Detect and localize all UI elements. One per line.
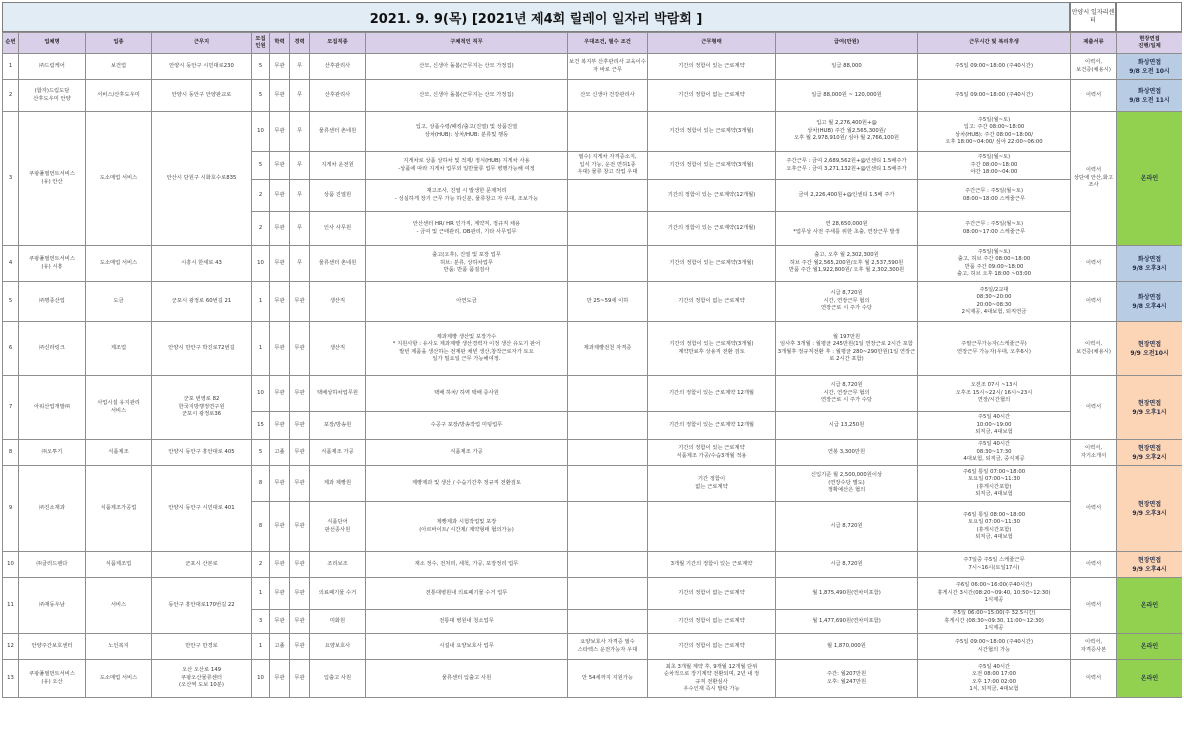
education: 무관: [270, 610, 290, 634]
salary: 일급 88,000: [776, 54, 918, 80]
table-row: [3, 660, 1183, 698]
education: 무관: [270, 502, 290, 552]
hire-count: 10: [252, 112, 270, 152]
preferred-conditions: [568, 112, 648, 152]
job-title: 포장/방송원: [310, 412, 366, 440]
job-detail: 아연도금: [366, 282, 568, 322]
table-row: [3, 634, 1183, 660]
row-number: 7: [3, 376, 19, 440]
required-documents: 이력서: [1071, 660, 1117, 698]
column-header: 경력: [290, 33, 310, 54]
preferred-conditions: [568, 246, 648, 282]
work-hours-benefits: 주간근무 : 주5일(월~토) 08:00~17:00 스케줄근무: [918, 212, 1071, 246]
work-hours-benefits: 주5일/2교대 08:30~20:00 20:00~08:30 2식제공, 4대보험, 퇴직연금: [918, 282, 1071, 322]
interview-status: 현장면접 9/9 오전10시: [1117, 322, 1183, 376]
job-title: 생산직: [310, 322, 366, 376]
job-title: 생산직: [310, 282, 366, 322]
industry: 도소매업 서비스: [86, 246, 152, 282]
industry: 보건업: [86, 54, 152, 80]
industry: 식품제조업: [86, 552, 152, 578]
experience: 무관: [290, 634, 310, 660]
row-number: 9: [3, 466, 19, 552]
employment-type: 기간의 정함이 있는 근로계약(3개월): [648, 246, 776, 282]
work-hours-benefits: 주5일 09:00~18:00 (주40시간): [918, 54, 1071, 80]
work-hours-benefits: 주간근무 : 주5일(월~토) 08:00~18:00 스케줄근무: [918, 180, 1071, 212]
job-detail: 지게차로 상품 상하차 및 적재/ 정식(HUB) 지게차 사용 -상품에 따라 지게차 업무외 일반물류 업무 병행가능해 여정: [366, 152, 568, 180]
company-name: ㈜진소재과: [19, 466, 86, 552]
work-hours-benefits: 주6일 06:00~16:00(주40시간) 휴게시간 3시간(08:20~09:40, 10:50~12:30) 1식제공: [918, 578, 1071, 610]
center-label: 안양시 일자리센터: [1070, 2, 1116, 32]
job-detail: 수공구 포장/방송작업 미팅업무: [366, 412, 568, 440]
salary: 일급 88,000원 ~ 120,000원: [776, 80, 918, 112]
row-number: 5: [3, 282, 19, 322]
employment-type: 기간의 정함이 없는 근로계약: [648, 610, 776, 634]
employment-type: 기간의 정함이 있는 근로계약(12개월): [648, 180, 776, 212]
required-documents: 이력서, 보건증(채용시): [1071, 322, 1117, 376]
experience: 무관: [290, 660, 310, 698]
required-documents: 이력서, 자기소개서: [1071, 440, 1117, 466]
work-location: 안산시 단원구 시화호수로835: [152, 112, 252, 246]
hire-count: 15: [252, 412, 270, 440]
hire-count: 5: [252, 80, 270, 112]
employment-type: 기간 정함이 없는 근로계약: [648, 466, 776, 502]
job-detail: 재고조사, 진열 시 발생한 문제처리 - 성실하게 장기 근무 가능 하신분, 물류창고 자 우대, 조보가능: [366, 180, 568, 212]
table-row: [3, 80, 1183, 112]
row-number: 10: [3, 552, 19, 578]
education: 고졸: [270, 440, 290, 466]
preferred-conditions: [568, 412, 648, 440]
salary: 월 1,875,490원(연차미포함): [776, 578, 918, 610]
column-header: 우대조건, 필수 조건: [568, 33, 648, 54]
preferred-conditions: [568, 180, 648, 212]
industry: 노인복지: [86, 634, 152, 660]
work-hours-benefits: 주말근무가능자(스케줄근무) 연장근무 가능자(우대, 오후6시): [918, 322, 1071, 376]
job-title: 입출고 사원: [310, 660, 366, 698]
industry: 도금: [86, 282, 152, 322]
hire-count: 5: [252, 152, 270, 180]
hire-count: 8: [252, 466, 270, 502]
job-title: 인사 사무원: [310, 212, 366, 246]
education: 무관: [270, 80, 290, 112]
required-documents: 이력서: [1071, 552, 1117, 578]
required-documents: 이력서: [1071, 466, 1117, 552]
interview-status: 현장면접 9/9 오후2시: [1117, 440, 1183, 466]
salary: 연 28,650,000원 *업무상 사전 주세를 위한 초출, 연장근무 발생: [776, 212, 918, 246]
table-row: [3, 322, 1183, 376]
row-number: 2: [3, 80, 19, 112]
preferred-conditions: 필수) 지게차 자격증소지, 입식 가능, 운전 면허1종 우대) 물류 창고 작업 우대: [568, 152, 648, 180]
required-documents: 이력서: [1071, 578, 1117, 634]
work-hours-benefits: 주6일 통일 08:00~18:00 토요일 07:00~11:30 (휴게시간포함) 퇴직금, 4대보험: [918, 502, 1071, 552]
interview-status: 화상면접 9/8 오후3시: [1117, 246, 1183, 282]
column-header: 제출서류: [1071, 33, 1117, 54]
education: 무관: [270, 246, 290, 282]
preferred-conditions: [568, 578, 648, 610]
column-header: 학력: [270, 33, 290, 54]
employment-type: 최초 3개월 계약 후, 9개월 12개월 단위 순차적으로 장기계약 전환되며, 2년 내 정 규직 전환심사 우수인재 즉시 발탁 가능: [648, 660, 776, 698]
employment-type: 기간의 정함이 있는 근로계약 식품제조 가공/수습3개월 적용: [648, 440, 776, 466]
employment-type: 기간의 정함이 있는 근로계약(3개월) 계약만료후 상용직 전환 검토: [648, 322, 776, 376]
employment-type: 기간의 정함이 있는 근로계약 12개월: [648, 412, 776, 440]
interview-status: 화상면접 9/8 오후4시: [1117, 282, 1183, 322]
hire-count: 5: [252, 54, 270, 80]
row-number: 1: [3, 54, 19, 80]
work-hours-benefits: 주5일(월~토) 출고, 허브 주간 08:00~18:00 반품 주간 09:00~18:00 출고, 허브 오후 18:00 ~03:00: [918, 246, 1071, 282]
column-header: 모집인원: [252, 33, 270, 54]
required-documents: 이력서, 자격증사본: [1071, 634, 1117, 660]
interview-status: 현장면접 9/9 오후4시: [1117, 552, 1183, 578]
company-name: 쿠팡풀필먼트서비스 (유) 안산: [19, 112, 86, 246]
employment-type: 기간의 정함이 없는 근로계약: [648, 634, 776, 660]
salary: 시급 8,720원 시간, 연장근무 협의 연장근로 시 주가 수당: [776, 282, 918, 322]
education: 무관: [270, 152, 290, 180]
experience: 무: [290, 246, 310, 282]
preferred-conditions: [568, 502, 648, 552]
preferred-conditions: [568, 466, 648, 502]
education: 무관: [270, 282, 290, 322]
education: 무관: [270, 552, 290, 578]
hire-count: 3: [252, 610, 270, 634]
table-row: [3, 552, 1183, 578]
industry: 서비스: [86, 578, 152, 634]
work-location: 군포시 산본로: [152, 552, 252, 578]
work-location: 시흥시 한세로 43: [152, 246, 252, 282]
preferred-conditions: 만 54세까지 지원가능: [568, 660, 648, 698]
job-title: 물류센터 촌네원: [310, 246, 366, 282]
education: 무관: [270, 578, 290, 610]
job-detail: 제빵제과 시험작업및 포장 (아르바이트/ 시간제/ 계약형태 협의가능): [366, 502, 568, 552]
job-detail: 입고, 상품수령/패킹/출고(진열) 및 상품진열 상차(HUB): 상차/HUB: 분류및 행동: [366, 112, 568, 152]
job-detail: 전통대병원내 의료폐기물 수거 업무: [366, 578, 568, 610]
required-documents: 이력서: [1071, 282, 1117, 322]
work-location: 만안구 만경로: [152, 634, 252, 660]
industry: 도소매업 서비스: [86, 660, 152, 698]
column-header: 구체적인 직무: [366, 33, 568, 54]
job-title: 의료폐기물 수거: [310, 578, 366, 610]
column-header: 업체명: [19, 33, 86, 54]
row-number: 8: [3, 440, 19, 466]
spreadsheet: [2, 2, 1182, 742]
job-detail: 식품제조 가공: [366, 440, 568, 466]
job-title: 미화원: [310, 610, 366, 634]
experience: 무: [290, 80, 310, 112]
column-header: 현장면접 진행/일제: [1117, 33, 1183, 54]
work-location: 군포시 광정로 60번길 21: [152, 282, 252, 322]
preferred-conditions: 요양보호사 자격증 필수 스타렉스 운전가능자 우대: [568, 634, 648, 660]
preferred-conditions: [568, 440, 648, 466]
work-hours-benefits: 주5일(월~토) 주간 08:00~18:00 야간 18:00~04:00: [918, 152, 1071, 180]
hire-count: 8: [252, 502, 270, 552]
title-bar: [2, 2, 1182, 32]
industry: 식품제조: [86, 440, 152, 466]
job-detail: 제과제빵 생산및 포장가수 * 지원사항 : 유사도 제과제빵 생산경력자 이정 생산 유도기 판어 발빈 제품을 생산하는 전계판 채빈 생산,창작근로자가 토요 일가 밀요일 근무 가능해여정.: [366, 322, 568, 376]
job-title: 요양보호사: [310, 634, 366, 660]
column-header: 업종: [86, 33, 152, 54]
column-header: 근무지: [152, 33, 252, 54]
education: 무관: [270, 376, 290, 412]
experience: 무: [290, 180, 310, 212]
table-row: [3, 282, 1183, 322]
experience: 무: [290, 212, 310, 246]
hire-count: 1: [252, 578, 270, 610]
salary: 월 197만원 임사후 3개월 : 월평균 245만원(1일 연장근로 2시간 포함 3개월후 정규직전환 후 : 월평균 280~290만원(1일 연장근로 2시간 포함): [776, 322, 918, 376]
job-detail: 안산센터 HR/ HR 인가직, 계약직, 정규직 채용 - 금여 및 근태관리, OB관리, 기타 사무업무: [366, 212, 568, 246]
table-row: [3, 376, 1183, 412]
row-number: 11: [3, 578, 19, 634]
interview-status: 온라인: [1117, 634, 1183, 660]
interview-status: 온라인: [1117, 578, 1183, 634]
row-number: 3: [3, 112, 19, 246]
salary: 시급 13,250원: [776, 412, 918, 440]
salary: 시급 8,720원 시간, 연장근무 협의 연장근로 시 주가 수당: [776, 376, 918, 412]
salary: 연봉 3,300만원: [776, 440, 918, 466]
job-detail: 재소 정수, 전처리, 세척, 가공, 포장정리 업무: [366, 552, 568, 578]
hire-count: 10: [252, 376, 270, 412]
table-row: [3, 246, 1183, 282]
education: 무관: [270, 112, 290, 152]
work-location: 안양시 동안구 흥안대로 405: [152, 440, 252, 466]
employment-type: [648, 502, 776, 552]
job-detail: 시설내 요양보호사 업무: [366, 634, 568, 660]
job-title: 식품제조 가공: [310, 440, 366, 466]
salary: 주간: 월207만원 오후: 월247만원: [776, 660, 918, 698]
company-name: (합자)드림도담 산후도우미 안양: [19, 80, 86, 112]
table-row: [3, 440, 1183, 466]
preferred-conditions: 만 25~59세 이하: [568, 282, 648, 322]
salary: 시급 8,720원: [776, 502, 918, 552]
preferred-conditions: [568, 552, 648, 578]
work-hours-benefits: 주5일 09:00~18:00 (주40시간) 시간협의 가능: [918, 634, 1071, 660]
hire-count: 1: [252, 322, 270, 376]
hire-count: 2: [252, 212, 270, 246]
experience: 무관: [290, 466, 310, 502]
interview-status: 현장면접 9/9 오후3시: [1117, 466, 1183, 552]
employment-type: 기간의 정함이 없는 근로계약: [648, 80, 776, 112]
job-detail: 산모, 신생아 돌봄(근무지는 산모 가정집): [366, 80, 568, 112]
education: 무관: [270, 322, 290, 376]
company-name: ㈜드림케어: [19, 54, 86, 80]
job-detail: 전통대 병원내 청소업무: [366, 610, 568, 634]
education: 무관: [270, 212, 290, 246]
work-hours-benefits: 주5일 40시간 08:30~17:30 4대보험, 퇴직금, 중식제공: [918, 440, 1071, 466]
employment-type: 기간의 정함이 있는 근로계약(12개월): [648, 212, 776, 246]
column-header: 근무형태: [648, 33, 776, 54]
employment-type: 기간의 정함이 있는 근로계약: [648, 54, 776, 80]
salary: 시급 8,720원: [776, 552, 918, 578]
required-documents: 이력서, 보건증(채용시): [1071, 54, 1117, 80]
employment-type: 3개월 기간의 정함이 있는 근로계약: [648, 552, 776, 578]
column-header: 모집직종: [310, 33, 366, 54]
education: 고졸: [270, 634, 290, 660]
experience: 무관: [290, 610, 310, 634]
work-hours-benefits: 주5일 09:00~18:00 (주40시간): [918, 80, 1071, 112]
salary: 신입기준 월 2,500,000원이상 (연장수당 별도) 정확예산은 협의: [776, 466, 918, 502]
experience: 무관: [290, 502, 310, 552]
job-detail: 출고(오후), 진열 및 포장 업무 허브: 분류, 상하차업무 반품: 반품 품질검사: [366, 246, 568, 282]
experience: 무관: [290, 412, 310, 440]
job-title: 물류센터 촌네원: [310, 112, 366, 152]
preferred-conditions: 보건 복지부 산후관리사 교육이수자 바로 근무: [568, 54, 648, 80]
row-number: 13: [3, 660, 19, 698]
employment-type: 기간의 정함이 없는 근로계약: [648, 578, 776, 610]
job-title: 산후관리사: [310, 54, 366, 80]
salary: 주간근무 : 금여 2,689,562원+@인센티 1.5배주가 오후근무 : 금여 3,271,132원+@인센티 1.5배주가: [776, 152, 918, 180]
preferred-conditions: [568, 212, 648, 246]
industry: 식품제조가공업: [86, 466, 152, 552]
work-hours-benefits: 오전조 07시 ~13시 오후조 15시~22시/ 16시~23시 연장/시간협의: [918, 376, 1071, 412]
experience: 무관: [290, 282, 310, 322]
preferred-conditions: [568, 376, 648, 412]
education: 무관: [270, 412, 290, 440]
required-documents: 이력서: [1071, 246, 1117, 282]
job-detail: 제빵제과 및 생산 / 수습기간후 정규직 전환검토: [366, 466, 568, 502]
company-name: ㈜신라링크: [19, 322, 86, 376]
work-location: 안양시 동안구 안양판교로: [152, 80, 252, 112]
employment-type: 기간의 정함이 있는 근로계약(3개월): [648, 112, 776, 152]
work-hours-benefits: 주5일(월~토) 입고: 주간 08:00~18:00 상차(HUB): 주간 08:00~18:00/ 오후 18:00~04:00/ 심야 22:00~06:00: [918, 112, 1071, 152]
education: 무관: [270, 466, 290, 502]
industry: 서비스/산후도우미: [86, 80, 152, 112]
job-title: 조리보조: [310, 552, 366, 578]
hire-count: 1: [252, 634, 270, 660]
interview-status: 현장면접 9/9 오후1시: [1117, 376, 1183, 440]
job-title: 상품 진열원: [310, 180, 366, 212]
job-title: 산후관리사: [310, 80, 366, 112]
required-documents: 이력서 상단에 안산,화고조사: [1071, 112, 1117, 246]
company-name: ㈜오투기: [19, 440, 86, 466]
employment-type: 기간의 정함이 있는 근로계약 12개월: [648, 376, 776, 412]
education: 무관: [270, 660, 290, 698]
job-detail: 택배 하차/ 하역 택배 증사원: [366, 376, 568, 412]
experience: 무: [290, 54, 310, 80]
job-fair-table: [2, 32, 1182, 698]
industry: 도소매업 서비스: [86, 112, 152, 246]
work-hours-benefits: 주5일 06:00~15:00(주 32.5시간) 휴게시간 (08:30~09:30, 11:00~12:30) 1식제공: [918, 610, 1071, 634]
work-hours-benefits: 주7일중 주5일 스케줄근무 7시~16시(토일17시): [918, 552, 1071, 578]
job-title: 식품단어 판선종사원: [310, 502, 366, 552]
row-number: 12: [3, 634, 19, 660]
required-documents: 이력서: [1071, 80, 1117, 112]
experience: 무: [290, 152, 310, 180]
job-title: 지게차 운전원: [310, 152, 366, 180]
interview-status: 화상면접 9/8 오전 11시: [1117, 80, 1183, 112]
column-header: 급여(만원): [776, 33, 918, 54]
company-name: 쿠팡풀필먼트서비스 (유) 시흥: [19, 246, 86, 282]
job-detail: 물류센터 입출고 사원: [366, 660, 568, 698]
education: 무관: [270, 180, 290, 212]
row-number: 4: [3, 246, 19, 282]
job-title: 제과 제빵원: [310, 466, 366, 502]
column-header: 근무시간 및 복리후생: [918, 33, 1071, 54]
column-header: 순번: [3, 33, 19, 54]
interview-status: 화상면접 9/8 오전 10시: [1117, 54, 1183, 80]
salary: 금여 2,226,400원+@인센티 1.5배 주가: [776, 180, 918, 212]
work-location: 오산 오산로 149 쿠팡오산물류센터 (오산역 도보 10분): [152, 660, 252, 698]
job-title: 택배상하차업무원: [310, 376, 366, 412]
table-row: [3, 54, 1183, 80]
hire-count: 10: [252, 246, 270, 282]
work-hours-benefits: 주5일 40시간 오전 08:00 17:00 오후 17:00 02:00 1식, 퇴직금, 4대보험: [918, 660, 1071, 698]
work-location: 군포 번영로 82 한국지방행정연구원 군포시 광정로36: [152, 376, 252, 440]
preferred-conditions: 산모 신생아 건강관리사: [568, 80, 648, 112]
company-name: 쿠팡풀필먼트서비스 (유) 오산: [19, 660, 86, 698]
company-name: ㈜재동우남: [19, 578, 86, 634]
work-hours-benefits: 주6일 통일 07:00~18:00 토요일 07:00~11:30 (휴게시간포함) 퇴직금, 4대보험: [918, 466, 1071, 502]
education: 무관: [270, 54, 290, 80]
company-name: 아워산업개발㈜: [19, 376, 86, 440]
page-title: 2021. 9. 9(목) [2021년 제4회 릴레이 일자리 박람회 ]: [2, 2, 1070, 32]
interview-status: 온라인: [1117, 112, 1183, 246]
experience: 무관: [290, 376, 310, 412]
employment-type: 기간의 정함이 없는 근로계약: [648, 282, 776, 322]
header-row: [3, 33, 1183, 54]
interview-status: 온라인: [1117, 660, 1183, 698]
company-name: 안양주간보호센터: [19, 634, 86, 660]
table-row: [3, 578, 1183, 610]
preferred-conditions: 제과제빵전천 자격증: [568, 322, 648, 376]
preferred-conditions: [568, 610, 648, 634]
experience: 무관: [290, 322, 310, 376]
company-name: ㈜클러드팬다: [19, 552, 86, 578]
salary: 입고 월 2,276,400원+@ 상차(HUB) 주간 월2,565,300원/ 오후 월 2,978,910원/ 심야 월 2,766,100원: [776, 112, 918, 152]
work-location: 동안구 흥안대로170번길 22: [152, 578, 252, 634]
hire-count: 5: [252, 440, 270, 466]
work-location: 안양시 만안구 박진로72번길: [152, 322, 252, 376]
company-name: ㈜명종산업: [19, 282, 86, 322]
hire-count: 10: [252, 660, 270, 698]
hire-count: 2: [252, 552, 270, 578]
experience: 무관: [290, 578, 310, 610]
row-number: 6: [3, 322, 19, 376]
work-location: 안양시 동안구 시민대로 401: [152, 466, 252, 552]
employment-type: 기간의 정함이 있는 근로계약(3개월): [648, 152, 776, 180]
industry: 사업시설 유지관리 서비스: [86, 376, 152, 440]
hire-count: 1: [252, 282, 270, 322]
salary: 월 1,477,690원(연차미포함): [776, 610, 918, 634]
industry: 제조업: [86, 322, 152, 376]
experience: 무: [290, 112, 310, 152]
job-detail: 산모, 신생아 돌봄(근무지는 산모 가정집): [366, 54, 568, 80]
table-row: [3, 466, 1183, 502]
work-location: 안양시 동안구 시민대로230: [152, 54, 252, 80]
salary: 출고, 오후 월 2,302,300원 허브 주간 월2,565,200원/오후 월 2,537,590원 반품 주간 월1,922,800원/ 오후 월 2,302,300원: [776, 246, 918, 282]
experience: 무관: [290, 552, 310, 578]
required-documents: 이력서: [1071, 376, 1117, 440]
table-row: [3, 112, 1183, 152]
hire-count: 2: [252, 180, 270, 212]
work-hours-benefits: 주5일 40시간 10:00~19:00 퇴직금, 4대보험: [918, 412, 1071, 440]
salary: 월 1,870,000원: [776, 634, 918, 660]
title-blank: [1116, 2, 1182, 32]
experience: 무관: [290, 440, 310, 466]
